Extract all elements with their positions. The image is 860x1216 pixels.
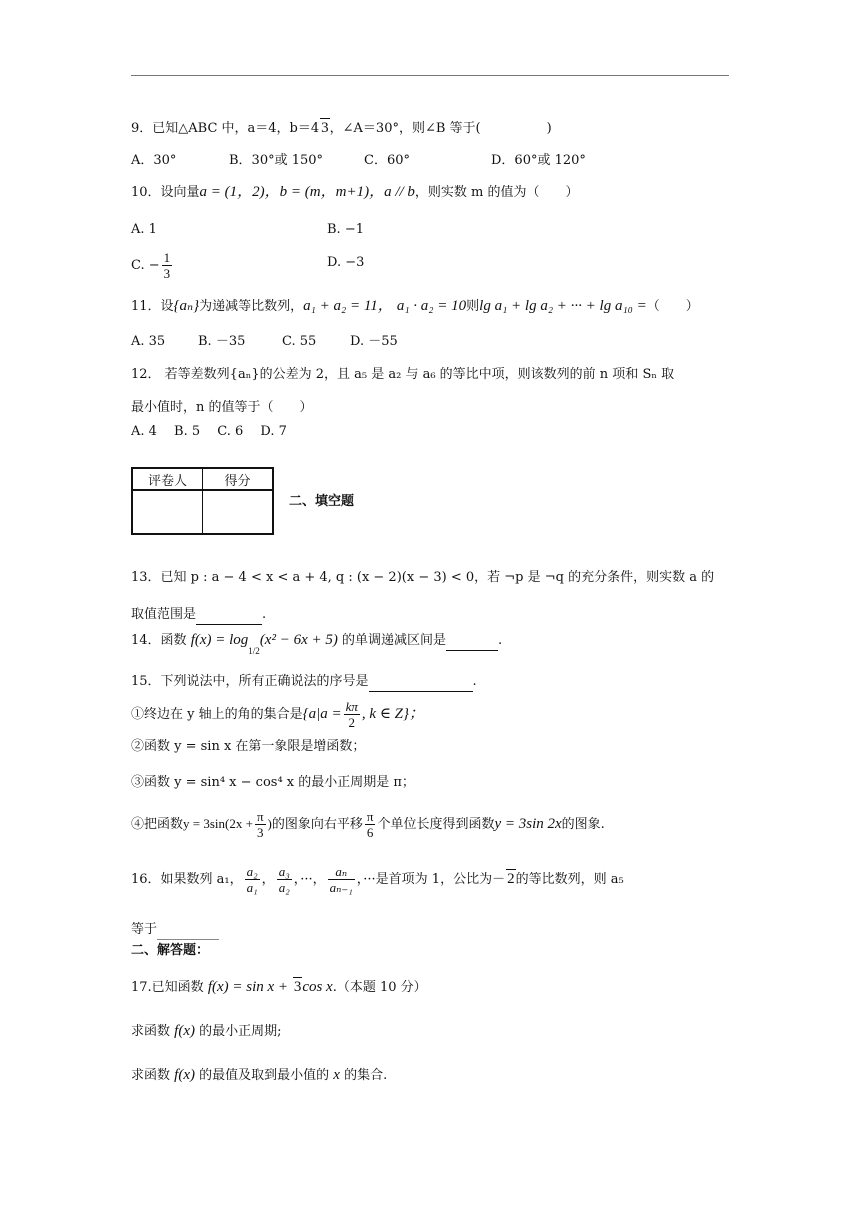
q17-part-1-function: f(x): [174, 1023, 195, 1039]
question-12-options: A. 4 B. 5 C. 6 D. 7: [131, 424, 287, 439]
question-13-line-1: 13．已知 p : a − 4 < x < a + 4, q : (x − 2)(x − 3) < 0，若 ¬p 是 ¬q 的充分条件，则实数 a 的: [131, 570, 715, 585]
q17-part-1-prefix: 求函数: [131, 1024, 171, 1039]
fraction-numerator: aₙ: [328, 864, 355, 880]
fraction-denominator: 6: [366, 825, 374, 840]
score-table-cell-grader: [132, 490, 203, 534]
q16-sqrt: 2: [507, 871, 515, 887]
question-14: [131, 631, 503, 656]
q17-sqrt: 3: [293, 979, 302, 995]
q15-item-1-text: ①终边在 y 轴上的角的集合是: [131, 707, 303, 722]
q10-option-c-label: C. −: [131, 258, 160, 273]
q10-option-c-fraction: [162, 250, 173, 281]
q11-option-b: B. －35: [198, 334, 246, 349]
section-title-answer: 二、解答题：: [131, 943, 210, 958]
q9-close: ): [546, 121, 552, 136]
q10-vector-a: a = (1，2)，: [199, 184, 280, 200]
q17-part-1: [131, 1022, 282, 1041]
q11-mid: 为递减等比数列，: [199, 299, 304, 314]
question-16: 16．如果数列 a₁， $\frac{\text{a₂}}{\text{a₁}}$ ， $\frac{\text{a₃}}{\text{a₂}}$ ，···， $\frac{\text{aₙ}}{\text{aₙ₋₁}}$ ，···是首项为 1，公比为－ 2的等比数列，则 a₅: [131, 864, 624, 895]
q15-item-1-set: {a|a =: [302, 706, 342, 722]
q14-log-base: 1/2: [248, 646, 260, 656]
q9-option-a: A．30°: [131, 153, 177, 168]
q11-option-c: C. 55: [282, 334, 317, 349]
q15-item-4-prefix: ④把函数: [131, 817, 184, 832]
score-table-cell-score: [203, 490, 274, 534]
q17-score-note: .（本题 10 分）: [332, 980, 427, 995]
question-9: [131, 118, 552, 138]
fraction-numerator: π: [256, 809, 264, 824]
fraction-numerator: π: [366, 809, 374, 824]
score-table-header-grader: 评卷人: [132, 468, 203, 490]
q14-prefix: 14．函数: [131, 633, 187, 648]
q15-item-4-function: y = 3sin(2x +: [183, 816, 253, 831]
q10-option-b: B. −1: [327, 222, 364, 237]
q15-item-4-shift-text: 的图象向右平移: [271, 817, 363, 832]
q17-part-2-text: 的最值及取到最小值的: [199, 1068, 330, 1083]
q15-item-1-fraction: [344, 699, 360, 730]
fraction-numerator: kπ: [345, 699, 358, 714]
q13-end: .: [262, 607, 267, 622]
fraction-denominator: a₁: [246, 880, 258, 895]
q17-part-2-variable: x: [333, 1067, 340, 1083]
q15-item-1: [131, 699, 424, 730]
q15-item-3: ③函数 y = sin⁴ x − cos⁴ x 的最小正周期是 π；: [131, 775, 415, 790]
fraction-denominator: 3: [163, 266, 171, 281]
q17-function-end: cos x: [302, 979, 333, 995]
q11-option-d: D. －55: [350, 334, 398, 349]
q16-fraction-1: [245, 864, 260, 895]
q13-range-label: 取值范围是: [131, 607, 197, 622]
question-15: [131, 673, 477, 692]
q17-part-2-end: 的集合.: [344, 1068, 388, 1083]
q11-option-a: A. 35: [131, 334, 166, 349]
question-17: [131, 977, 427, 997]
q17-part-1-text: 的最小正周期;: [199, 1024, 282, 1039]
q14-function: f(x) = log: [190, 632, 249, 648]
question-11: [131, 297, 699, 316]
q15-item-4: [131, 809, 605, 840]
q9-stem-b: ，∠A＝30°，则∠B 等于(: [329, 121, 481, 136]
fraction-numerator: a₃: [278, 864, 290, 879]
q17-part-2: [131, 1066, 387, 1085]
q17-part-2-prefix: 求函数: [131, 1068, 171, 1083]
q14-suffix: 的单调递减区间是: [342, 633, 447, 648]
q11-expression: lg a₁ + lg a₂ + ··· + lg a₁₀ =: [479, 298, 647, 314]
q15-item-4-fraction: [255, 809, 266, 840]
question-10: [131, 183, 579, 202]
fraction-numerator: 1: [163, 250, 171, 265]
q10-vector-b: b = (m，m+1)，: [279, 184, 385, 200]
q9-option-d: D．60°或 120°: [491, 153, 586, 168]
score-table: [131, 467, 274, 535]
q9-stem: 9．已知△ABC 中，a＝4，b＝4: [131, 121, 320, 136]
q11-sequence: {aₙ}: [173, 298, 200, 314]
q16-line-2: [131, 921, 219, 940]
fraction-denominator: 3: [256, 825, 264, 840]
q9-sqrt: 3: [321, 120, 329, 136]
q11-then: 则: [466, 299, 480, 314]
q17-prefix: 17.已知函数: [131, 980, 204, 995]
q14-end: .: [498, 633, 503, 648]
q17-function: f(x) = sin x +: [207, 979, 292, 995]
q11-close: （ ）: [646, 299, 699, 314]
fraction-denominator: aₙ₋₁: [329, 880, 353, 895]
q16-dots: ，···，: [293, 872, 326, 887]
q16-prefix: 16．如果数列 a₁，: [131, 872, 243, 887]
fraction-denominator: a₂: [278, 880, 290, 895]
q16-fraction-3: [328, 864, 355, 895]
q10-parallel: a // b: [384, 184, 415, 200]
fraction-denominator: 2: [348, 715, 355, 730]
question-13-line-2: [131, 606, 266, 625]
q15-end: .: [472, 674, 477, 689]
section-title-fill-in: 二、填空题: [289, 494, 355, 509]
score-table-header-score: 得分: [203, 468, 274, 490]
q14-answer-blank: [446, 632, 498, 651]
q15-item-1-set-end: , k ∈ Z}；: [361, 706, 425, 722]
q15-item-4-function-end: ): [267, 816, 272, 831]
q15-item-2: ②函数 y = sin x 在第一象限是增函数；: [131, 739, 366, 754]
q10-option-d: D. −3: [327, 255, 365, 270]
q16-answer-blank: [157, 921, 219, 940]
q9-option-b: B．30°或 150°: [229, 153, 324, 168]
q10-option-c: [131, 250, 174, 281]
q15-item-4-unit-text: 个单位长度得到函数: [377, 817, 495, 832]
q15-answer-blank: [369, 673, 473, 692]
q16-fraction-2: [277, 864, 292, 895]
question-12-line-2: 最小值时，n 的值等于（ ）: [131, 400, 313, 415]
q17-part-2-function: f(x): [174, 1067, 195, 1083]
q14-argument: (x² − 6x + 5): [259, 632, 338, 648]
q16-suffix-2: 的等比数列，则 a₅: [515, 872, 624, 887]
q15-stem: 15．下列说法中，所有正确说法的序号是: [131, 674, 369, 689]
q13-answer-blank: [196, 606, 262, 625]
question-12-line-1: 12． 若等差数列{aₙ}的公差为 2，且 a₅ 是 a₂ 与 a₆ 的等比中项，则该数列的前 n 项和 Sₙ 取: [131, 367, 675, 382]
q16-equals-label: 等于: [131, 922, 158, 937]
q15-item-4-shift-fraction: [365, 809, 376, 840]
q9-option-c: C．60°: [364, 153, 410, 168]
fraction-numerator: a₂: [246, 864, 258, 879]
q15-item-4-end: 的图象.: [561, 817, 605, 832]
q16-suffix: ，···是首项为 1，公比为－: [356, 872, 506, 887]
q11-prefix: 11．设: [131, 299, 174, 314]
q10-prefix: 10．设向量: [131, 185, 200, 200]
header-rule: [131, 75, 729, 76]
q11-condition-1: a₁ + a₂ = 11，: [303, 298, 393, 314]
q10-suffix: ，则实数 m 的值为（ ）: [414, 185, 579, 200]
q10-option-a: A. 1: [131, 222, 157, 237]
q15-item-4-target: y = 3sin 2x: [494, 816, 562, 832]
q11-condition-2: a₁ · a₂ = 10: [396, 298, 467, 314]
